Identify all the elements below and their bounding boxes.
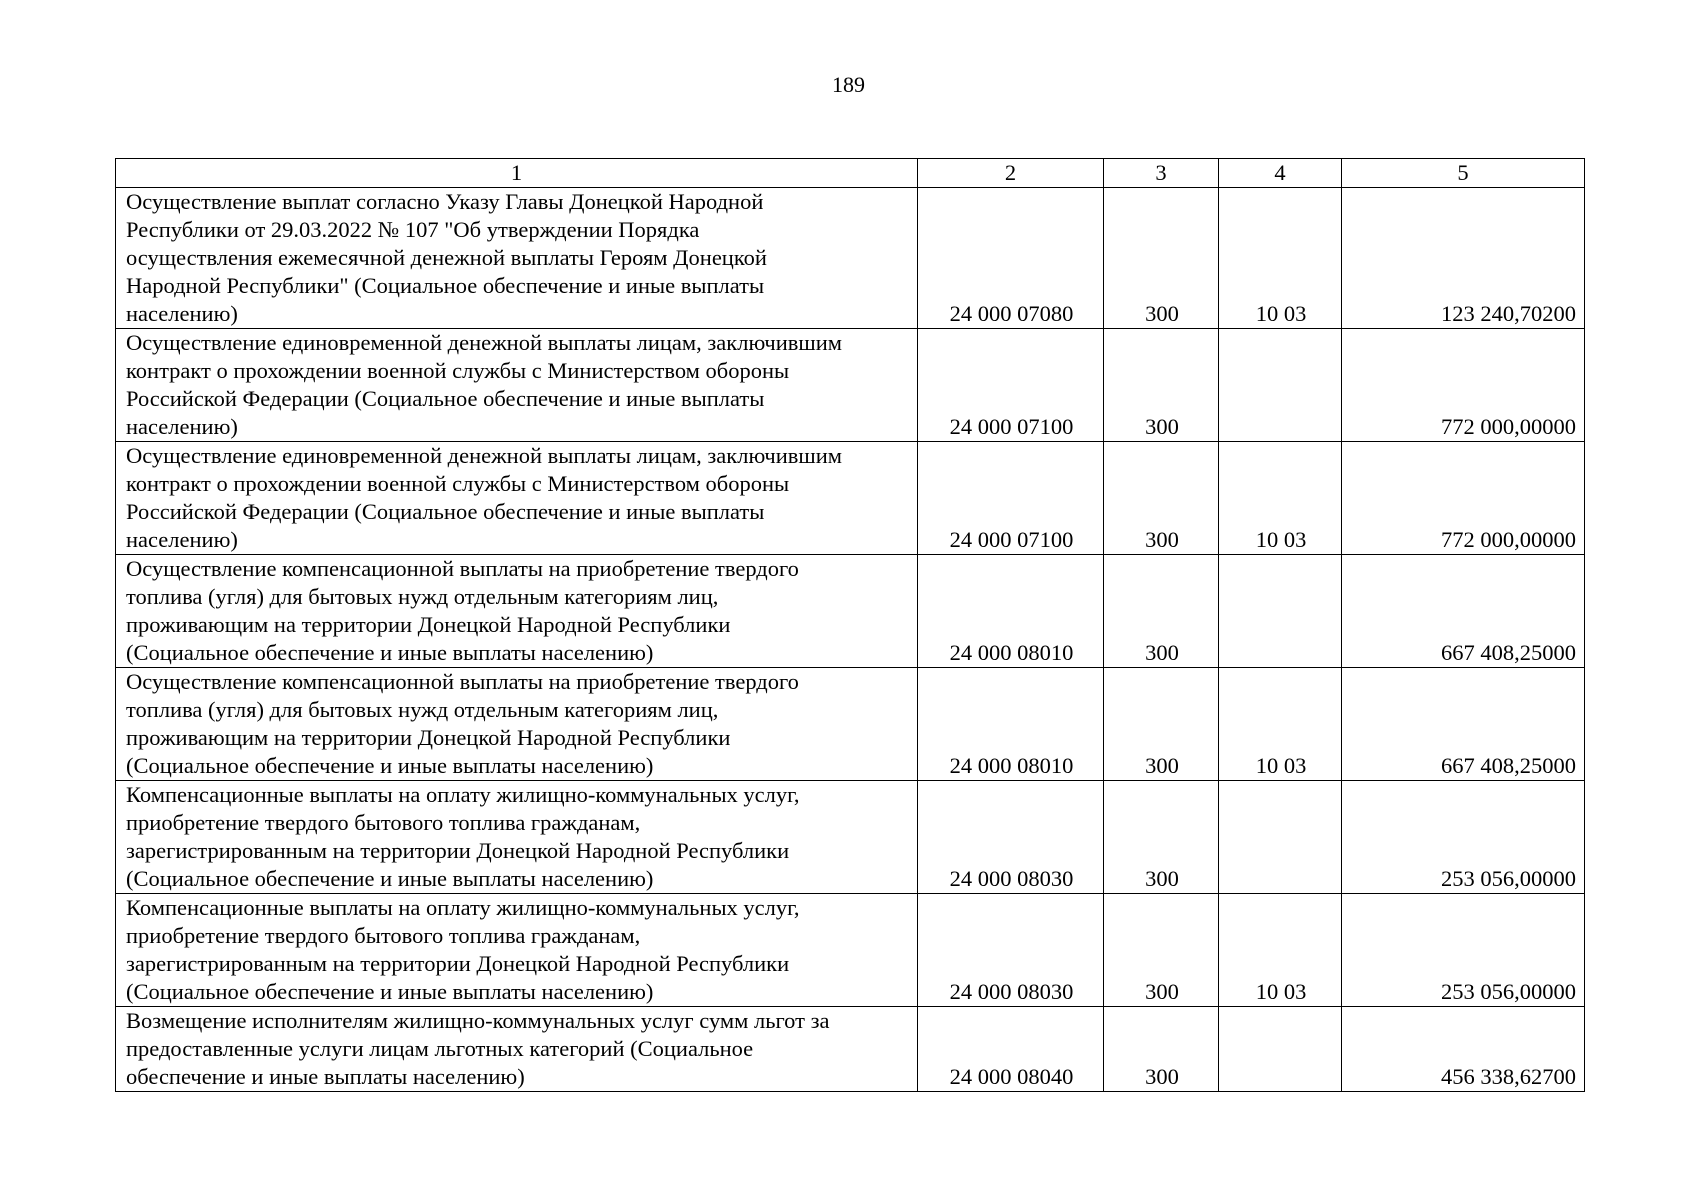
table-row [116,668,1585,781]
row-amount: 123 240,70200 [1342,188,1585,329]
description-line: Российской Федерации (Социальное обеспечение и иные выплаты [126,499,765,524]
row-target-code: 24 000 08010 [918,555,1104,668]
description-line: Осуществление компенсационной выплаты на приобретение твердого [126,669,799,694]
description-line: предоставленные услуги лицам льготных категорий (Социальное [126,1036,754,1061]
row-description [116,442,918,555]
table-row [116,329,1585,442]
description-line: Российской Федерации (Социальное обеспечение и иные выплаты [126,386,765,411]
row-amount: 772 000,00000 [1342,442,1585,555]
description-line: контракт о прохождении военной службы с Министерством обороны [126,358,790,383]
description-line: населению) [126,527,238,552]
row-description [116,329,918,442]
description-line: Возмещение исполнителям жилищно-коммунальных услуг сумм льгот за [126,1008,830,1033]
row-target-code: 24 000 08010 [918,668,1104,781]
description-line: Осуществление компенсационной выплаты на приобретение твердого [126,556,799,581]
description-line: зарегистрированным на территории Донецкой Народной Республики [126,838,790,863]
row-target-code: 24 000 08040 [918,1007,1104,1092]
table-header [116,159,1585,188]
description-line: зарегистрированным на территории Донецкой Народной Республики [126,951,790,976]
row-target-code: 24 000 07100 [918,329,1104,442]
header-col-5: 5 [1342,159,1585,188]
description-line: Осуществление выплат согласно Указу Главы Донецкой Народной [126,189,764,214]
description-line: Народной Республики" (Социальное обеспечение и иные выплаты [126,273,765,298]
description-line: топлива (угля) для бытовых нужд отдельным категориям лиц, [126,697,719,722]
description-line: (Социальное обеспечение и иные выплаты населению) [126,866,654,891]
description-line: Компенсационные выплаты на оплату жилищно-коммунальных услуг, [126,895,800,920]
description-line: контракт о прохождении военной службы с Министерством обороны [126,471,790,496]
table-row [116,781,1585,894]
row-description [116,188,918,329]
header-col-1: 1 [116,159,918,188]
row-expense-type: 300 [1104,668,1219,781]
row-target-code: 24 000 08030 [918,894,1104,1007]
row-description [116,781,918,894]
row-target-code: 24 000 07080 [918,188,1104,329]
table-body [116,188,1585,1092]
row-expense-type: 300 [1104,894,1219,1007]
description-line: топлива (угля) для бытовых нужд отдельным категориям лиц, [126,584,719,609]
table-row [116,442,1585,555]
description-line: населению) [126,414,238,439]
row-section-code [1219,1007,1342,1092]
row-expense-type: 300 [1104,188,1219,329]
row-description [116,1007,918,1092]
row-expense-type: 300 [1104,442,1219,555]
row-section-code [1219,555,1342,668]
description-line: Республики от 29.03.2022 № 107 "Об утверждении Порядка [126,217,700,242]
header-row [116,159,1585,188]
description-line: Осуществление единовременной денежной выплаты лицам, заключившим [126,330,842,355]
row-target-code: 24 000 08030 [918,781,1104,894]
row-amount: 456 338,62700 [1342,1007,1585,1092]
header-col-4: 4 [1219,159,1342,188]
description-line: приобретение твердого бытового топлива гражданам, [126,810,641,835]
row-amount: 772 000,00000 [1342,329,1585,442]
row-section-code: 10 03 [1219,894,1342,1007]
row-amount: 667 408,25000 [1342,555,1585,668]
description-line: осуществления ежемесячной денежной выплаты Героям Донецкой [126,245,767,270]
row-section-code [1219,329,1342,442]
description-line: (Социальное обеспечение и иные выплаты населению) [126,753,654,778]
row-description [116,894,918,1007]
row-description [116,668,918,781]
row-section-code [1219,781,1342,894]
description-line: (Социальное обеспечение и иные выплаты населению) [126,979,654,1004]
description-line: приобретение твердого бытового топлива гражданам, [126,923,641,948]
description-line: Компенсационные выплаты на оплату жилищно-коммунальных услуг, [126,782,800,807]
row-expense-type: 300 [1104,329,1219,442]
page-number: 189 [832,72,865,97]
budget-table [115,158,1585,1092]
row-section-code: 10 03 [1219,668,1342,781]
description-line: (Социальное обеспечение и иные выплаты населению) [126,640,654,665]
description-line: проживающим на территории Донецкой Народной Республики [126,612,731,637]
row-expense-type: 300 [1104,555,1219,668]
row-amount: 253 056,00000 [1342,781,1585,894]
row-description [116,555,918,668]
description-line: Осуществление единовременной денежной выплаты лицам, заключившим [126,443,842,468]
table-row [116,1007,1585,1092]
row-section-code: 10 03 [1219,442,1342,555]
row-amount: 667 408,25000 [1342,668,1585,781]
description-line: населению) [126,301,238,326]
row-target-code: 24 000 07100 [918,442,1104,555]
table-row [116,894,1585,1007]
header-col-2: 2 [918,159,1104,188]
description-line: проживающим на территории Донецкой Народной Республики [126,725,731,750]
row-section-code: 10 03 [1219,188,1342,329]
row-expense-type: 300 [1104,1007,1219,1092]
header-col-3: 3 [1104,159,1219,188]
row-expense-type: 300 [1104,781,1219,894]
description-line: обеспечение и иные выплаты населению) [126,1064,525,1089]
row-amount: 253 056,00000 [1342,894,1585,1007]
table-row [116,555,1585,668]
table-row [116,188,1585,329]
